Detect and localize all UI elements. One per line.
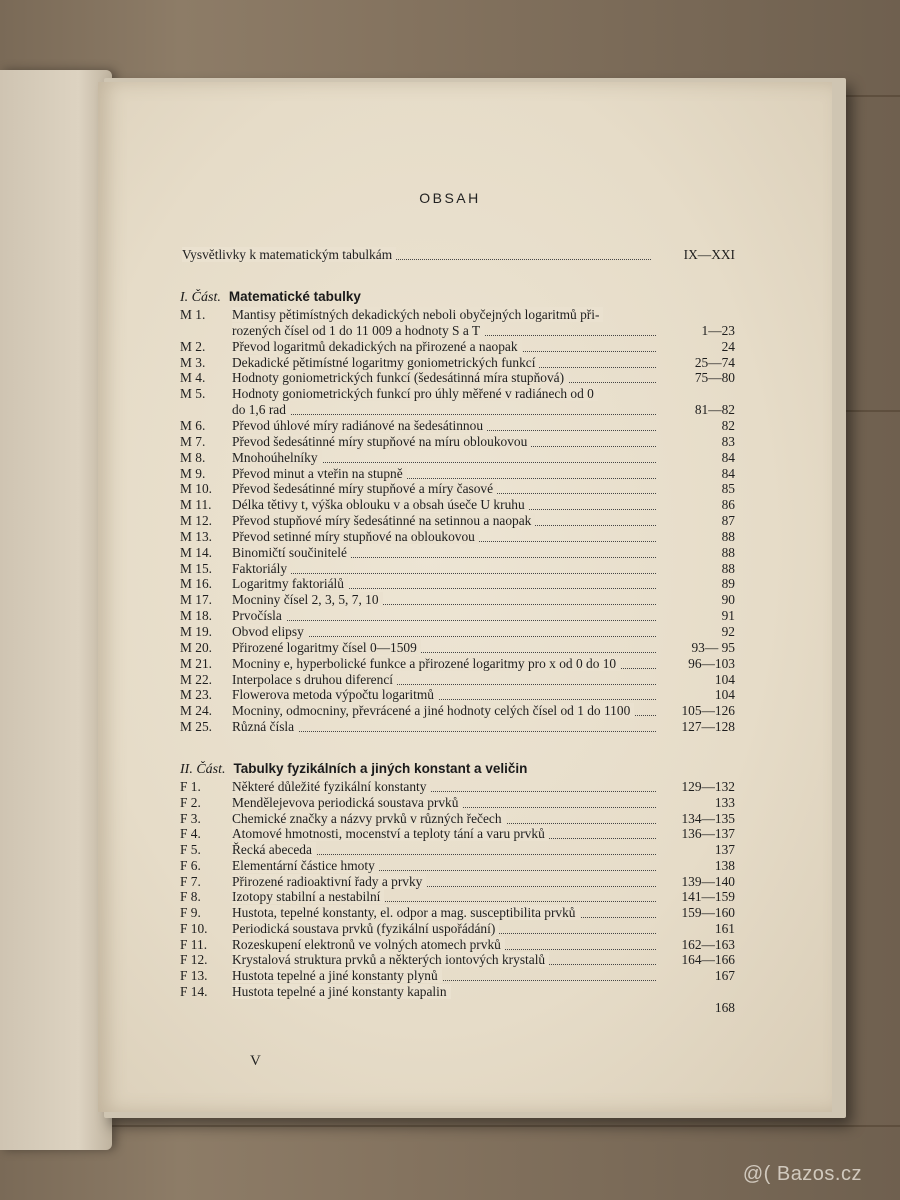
entry-code: M 4. (180, 370, 206, 386)
toc-entry (180, 842, 735, 858)
entry-title: Faktoriály (232, 561, 291, 576)
part1-title: Matematické tabulky (228, 289, 361, 304)
entry-title: Převod stupňové míry šedesátinné na setinnou a naopak (232, 513, 535, 528)
toc-entry (180, 466, 735, 482)
toc-entry (180, 905, 735, 921)
toc-entry (180, 561, 735, 577)
entry-pages: 82 (721, 417, 735, 433)
toc-entry (180, 687, 735, 703)
entry-pages: 138 (714, 857, 735, 873)
toc-entry (180, 370, 735, 386)
entry-pages: 88 (721, 544, 735, 560)
entry-pages: 83 (721, 433, 735, 449)
entry-title: Převod úhlové míry radiánové na šedesátinnou (232, 418, 487, 433)
entry-code: M 23. (180, 687, 212, 703)
intro-pages: IX—XXI (683, 247, 735, 262)
entry-code: M 17. (180, 592, 212, 608)
toc-entry (180, 672, 735, 688)
entry-pages: 93— 95 (691, 639, 735, 655)
entry-code: F 1. (180, 779, 201, 794)
entry-title: Logaritmy faktoriálů (232, 576, 348, 591)
entry-title: Chemické značky a názvy prvků v různých řečech (232, 811, 506, 826)
entry-code: M 15. (180, 560, 212, 576)
toc-entry (180, 576, 735, 592)
entry-title: Převod setinné míry stupňové na obloukovou (232, 529, 479, 544)
entry-code: F 12. (180, 952, 208, 968)
entry-title: Hodnoty goniometrických funkcí pro úhly měřené v radiánech od 0 (232, 386, 598, 401)
entry-title: Periodická soustava prvků (fyzikální uspořádání) (232, 921, 499, 936)
toc-entry (180, 703, 735, 719)
part2-label: II. Část. (180, 762, 226, 777)
entry-title: Převod minut a vteřin na stupně (232, 466, 407, 481)
entry-title: Hustota, tepelné konstanty, el. odpor a mag. susceptibilita prvků (232, 905, 580, 920)
entry-pages: 104 (714, 687, 735, 703)
entry-pages: 91 (721, 608, 735, 624)
entry-title: Mendělejevova periodická soustava prvků (232, 795, 462, 810)
entry-pages: 133 (714, 794, 735, 810)
entry-pages: 161 (714, 920, 735, 936)
entry-pages: 129—132 (681, 779, 735, 794)
toc-entry (180, 386, 735, 402)
toc-entry (180, 418, 735, 434)
entry-title: Mocniny, odmocniny, převrácené a jiné hodnoty celých čísel od 1 do 1100 (232, 703, 634, 718)
toc-entry (180, 307, 735, 323)
entry-pages: 168 (714, 999, 735, 1015)
entry-title: Interpolace s druhou diferencí (232, 672, 397, 687)
toc-entry (180, 826, 735, 842)
toc-entry (180, 339, 735, 355)
entry-code: F 4. (180, 826, 201, 842)
entry-pages: 134—135 (681, 810, 735, 826)
entry-pages: 89 (721, 576, 735, 592)
part2-title: Tabulky fyzikálních a jiných konstant a veličin (233, 761, 528, 776)
entry-title: rozených čísel od 1 do 11 009 a hodnoty S a T (232, 323, 484, 338)
entry-title: Různá čísla (232, 719, 298, 734)
toc-entry (180, 640, 735, 656)
entry-code: F 2. (180, 794, 201, 810)
entry-code: M 21. (180, 655, 212, 671)
entry-code: M 8. (180, 449, 206, 465)
entry-pages: 105—126 (681, 703, 735, 719)
entry-pages: 84 (721, 465, 735, 481)
entry-code: M 12. (180, 513, 212, 529)
entry-title: Mocniny e, hyperbolické funkce a přirozené logaritmy pro x od 0 do 10 (232, 656, 620, 671)
entry-code: M 20. (180, 639, 212, 655)
entry-code: M 22. (180, 671, 212, 687)
entry-code: M 18. (180, 608, 212, 624)
entry-title: Přirozené radioaktivní řady a prvky (232, 874, 426, 889)
entry-code: M 25. (180, 719, 212, 735)
toc-entry (180, 952, 735, 968)
entry-pages: 92 (721, 624, 735, 639)
toc-entry (180, 402, 735, 418)
entry-code: F 11. (180, 936, 208, 952)
toc-entry (180, 968, 735, 984)
toc-entry (180, 355, 735, 371)
toc-entry (180, 323, 735, 339)
entry-pages: 139—140 (681, 873, 735, 889)
entry-pages: 81—82 (694, 402, 735, 418)
entry-title: Elementární částice hmoty (232, 858, 379, 873)
entry-code: M 14. (180, 544, 212, 560)
toc-entry (180, 656, 735, 672)
entry-pages: 136—137 (681, 826, 735, 842)
entry-pages: 162—163 (681, 936, 735, 952)
entry-title: Rozeskupení elektronů ve volných atomech prvků (232, 937, 505, 952)
toc-entry (180, 513, 735, 529)
entry-pages: 88 (721, 528, 735, 544)
toc-entry (180, 497, 735, 513)
entry-title: Obvod elipsy (232, 624, 308, 639)
entry-pages: 75—80 (694, 370, 735, 386)
entry-pages: 137 (714, 842, 735, 857)
entry-title: Binomičtí součinitelé (232, 545, 351, 560)
entry-code: M 7. (180, 433, 206, 449)
entry-pages: 86 (721, 497, 735, 513)
entry-pages: 167 (714, 968, 735, 983)
entry-pages: 88 (721, 560, 735, 576)
entry-code: M 11. (180, 497, 212, 513)
entry-title: Izotopy stabilní a nestabilní (232, 889, 384, 904)
entry-title: Převod šedesátinné míry stupňové a míry časové (232, 481, 497, 496)
entry-code: F 13. (180, 968, 208, 983)
entry-code: F 3. (180, 810, 201, 826)
entry-title: Hodnoty goniometrických funkcí (šedesátinná míra stupňová) (232, 370, 568, 385)
entry-pages: 84 (721, 449, 735, 465)
entry-code: M 24. (180, 703, 212, 719)
entry-code: M 2. (180, 338, 206, 354)
entry-pages: 164—166 (681, 952, 735, 968)
entry-title: Mocniny čísel 2, 3, 5, 7, 10 (232, 592, 383, 607)
toc-entry (180, 624, 735, 640)
toc-entry (180, 779, 735, 795)
entry-pages: 25—74 (694, 354, 735, 370)
entry-code: M 6. (180, 417, 206, 433)
entry-pages: 24 (721, 338, 735, 354)
entry-code: M 1. (180, 307, 206, 322)
toc-entry (180, 921, 735, 937)
toc-entry (180, 874, 735, 890)
entry-code: F 14. (180, 983, 208, 999)
entry-code: M 9. (180, 465, 206, 481)
entry-title: Délka tětivy t, výška oblouku v a obsah úseče U kruhu (232, 497, 529, 512)
part1-heading (180, 289, 361, 306)
entry-title: do 1,6 rad (232, 402, 290, 417)
part2-heading (180, 761, 527, 778)
toc-entry (180, 811, 735, 827)
entry-pages: 87 (721, 513, 735, 529)
toc-entry (180, 889, 735, 905)
entry-pages: 159—160 (681, 905, 735, 920)
entry-title: Převod logaritmů dekadických na přirozené a naopak (232, 339, 522, 354)
entry-code: M 19. (180, 624, 212, 639)
entry-code: F 7. (180, 873, 201, 889)
facing-page-edge (0, 70, 112, 1150)
entry-code: F 10. (180, 920, 208, 936)
intro-text: Vysvětlivky k matematickým tabulkám (182, 247, 396, 262)
entry-code: F 5. (180, 842, 201, 857)
entry-code: F 9. (180, 905, 201, 920)
entry-code: M 10. (180, 481, 212, 497)
intro-entry (182, 247, 735, 263)
entry-code: F 6. (180, 857, 201, 873)
entry-pages: 104 (714, 671, 735, 687)
entry-pages: 85 (721, 481, 735, 497)
toc-entry (180, 450, 735, 466)
part1-label: I. Část. (180, 290, 221, 305)
entry-code: M 5. (180, 386, 206, 402)
entry-title: Řecká abeceda (232, 842, 316, 857)
toc-entry (180, 481, 735, 497)
entry-title: Hustota tepelné a jiné konstanty kapalin (232, 984, 451, 999)
entry-title: Mantisy pětimístných dekadických neboli obyčejných logaritmů při- (232, 307, 603, 322)
entry-title: Atomové hmotnosti, mocenství a teploty tání a varu prvků (232, 826, 549, 841)
toc-entry (180, 608, 735, 624)
entry-code: M 13. (180, 528, 212, 544)
toc-entry (180, 434, 735, 450)
entry-code: M 3. (180, 354, 206, 370)
entry-title: Hustota tepelné a jiné konstanty plynů (232, 968, 442, 983)
toc-entry (180, 719, 735, 735)
entry-pages: 1—23 (701, 322, 735, 338)
entry-title: Dekadické pětimístné logaritmy goniometrických funkcí (232, 355, 539, 370)
entry-title: Flowerova metoda výpočtu logaritmů (232, 687, 438, 702)
entry-title: Krystalová struktura prvků a některých iontových krystalů (232, 952, 549, 967)
entry-title: Prvočísla (232, 608, 286, 623)
toc-entry (180, 1000, 735, 1016)
entry-code: F 8. (180, 889, 201, 905)
entry-code: M 16. (180, 576, 212, 592)
page-title: OBSAH (419, 190, 481, 206)
toc-entry (180, 937, 735, 953)
toc-entry (180, 984, 735, 1000)
entry-title: Mnohoúhelníky (232, 450, 322, 465)
toc-entry (180, 592, 735, 608)
entry-pages: 127—128 (681, 719, 735, 735)
entry-title: Některé důležité fyzikální konstanty (232, 779, 430, 794)
toc-entry (180, 545, 735, 561)
toc-entry (180, 858, 735, 874)
entry-title: Převod šedesátinné míry stupňové na míru obloukovou (232, 434, 531, 449)
page-number: V (250, 1053, 261, 1069)
toc-entry (180, 529, 735, 545)
entry-pages: 90 (721, 592, 735, 608)
entry-title: Přirozené logaritmy čísel 0—1509 (232, 640, 421, 655)
watermark: @( Bazos.cz (742, 1163, 862, 1185)
toc-entry (180, 795, 735, 811)
entry-pages: 96—103 (688, 655, 735, 671)
entry-pages: 141—159 (681, 889, 735, 905)
